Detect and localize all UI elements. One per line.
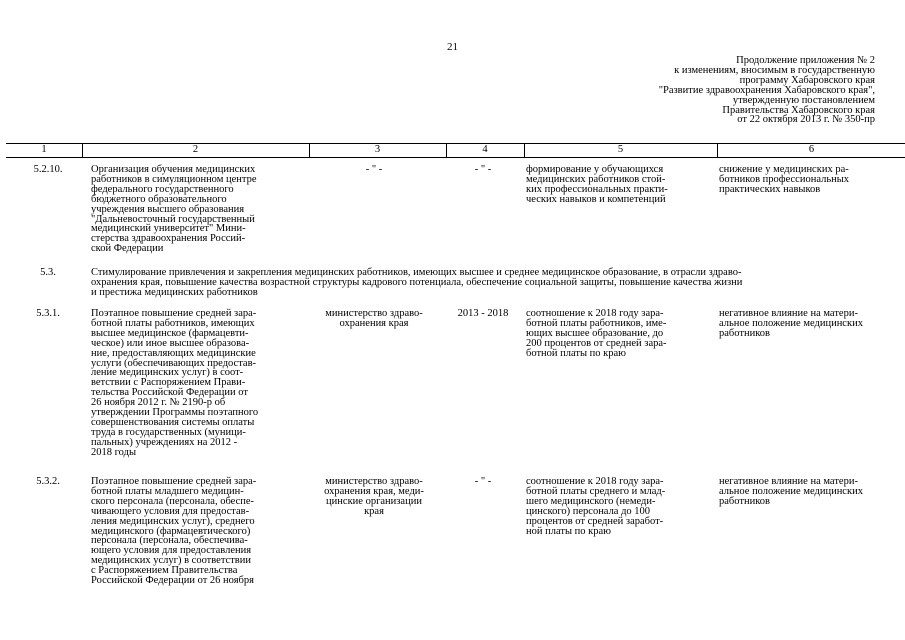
column-number: 3 [374, 144, 381, 155]
non-implementation-consequences: снижение у медицинских ра- ботников профессиональных практических навыков [719, 164, 850, 195]
column-number: 4 [482, 144, 488, 155]
measure-name: Поэтапное повышение средней зара- ботной платы работников, имеющих высшее медицинское (фармацевти- ческое) или иное высшее образова- ние, предоставляющих медицинские услуги (обеспечивающих предостав- ление медицинских услуг) в соот- ветствии с Распоряжением Прави- тельства Российской Федерации от 26 ноября 2012 г. № 2190-р об утверждении Программы поэтапного совершенствования системы оплаты труда в государственных (муници- пальных) учреждениях на 2012 - 2018 годы [91, 308, 259, 458]
column-number: 5 [617, 144, 624, 155]
non-implementation-consequences: негативное влияние на матери- альное положение медицинских работников [719, 308, 863, 339]
appendix-header [515, 56, 875, 125]
header-line: от 22 октября 2013 г. № 350-пр [737, 114, 875, 126]
measure-name: Поэтапное повышение средней зара- ботной платы младшего медицин- ского персонала (персонала, обеспе- чивающего условия для предостав- ления медицинских услуг), среднего медицинского (фармацевтического) персонала (персонала, обеспечива- ющего условия для предоставления медицинских услуг) в соответствии с Распоряжением Правительства Российской Федерации от 26 ноября [91, 476, 257, 587]
implementation-period: - " - [474, 476, 492, 487]
expected-result: соотношение к 2018 году зара- ботной платы работников, име- ющих высшее образование, до 200 процентов от средней зара- ботной платы по краю [526, 308, 667, 359]
responsible-executor: министерство здраво- охранения края, меди- цинские организации края [324, 476, 424, 517]
row-number: 5.3.2. [36, 476, 60, 487]
expected-result: соотношение к 2018 году зара- ботной платы среднего и млад- шего медицинского (немеди- цинского) персонала до 100 процентов от средней заработ- ной платы по краю [526, 476, 666, 537]
column-number: 6 [808, 144, 815, 155]
header-line: "Развитие здравоохранения Хабаровского края", [658, 84, 875, 96]
column-number: 2 [192, 144, 199, 155]
header-line: программу Хабаровского края [739, 74, 875, 86]
header-line: Правительства Хабаровского края [722, 104, 875, 116]
header-line: к изменениям, вносимым в государственную [674, 64, 875, 76]
row-number: 5.3. [40, 267, 56, 278]
implementation-period: - " - [474, 164, 492, 175]
section-title: Стимулирование привлечения и закрепления медицинских работников, имеющих высшее и среднее медицинское образование, в отрасли здраво- охранения края, повышение качества возрастной структуры кадрового потенциала, обеспечение социальной защиты, повышение качества жизни и престижа медицинских работников [91, 267, 743, 298]
row-number: 5.3.1. [36, 308, 60, 319]
column-number: 1 [41, 144, 47, 155]
responsible-executor: - " - [365, 164, 383, 175]
table-column-numbers [6, 143, 905, 158]
header-line: Продолжение приложения № 2 [736, 55, 875, 66]
implementation-period: 2013 - 2018 [457, 308, 509, 319]
responsible-executor: министерство здраво- охранения края [325, 308, 423, 329]
measure-name: Организация обучения медицинских работников в симуляционном центре федерального государственного бюджетного образовательного учреждения высшего образования "Дальневосточный государственный медицинский университет" Мини- стерства здравоохранения Россий- ской Федерации [91, 164, 257, 255]
expected-result: формирование у обучающихся медицинских работников стой- ких профессиональных практи- ческих навыков и компетенций [526, 164, 668, 205]
page-number: 21 [447, 41, 458, 53]
non-implementation-consequences: негативное влияние на матери- альное положение медицинских работников [719, 476, 863, 507]
header-line: утвержденную постановлением [732, 94, 875, 106]
row-number: 5.2.10. [33, 164, 63, 175]
